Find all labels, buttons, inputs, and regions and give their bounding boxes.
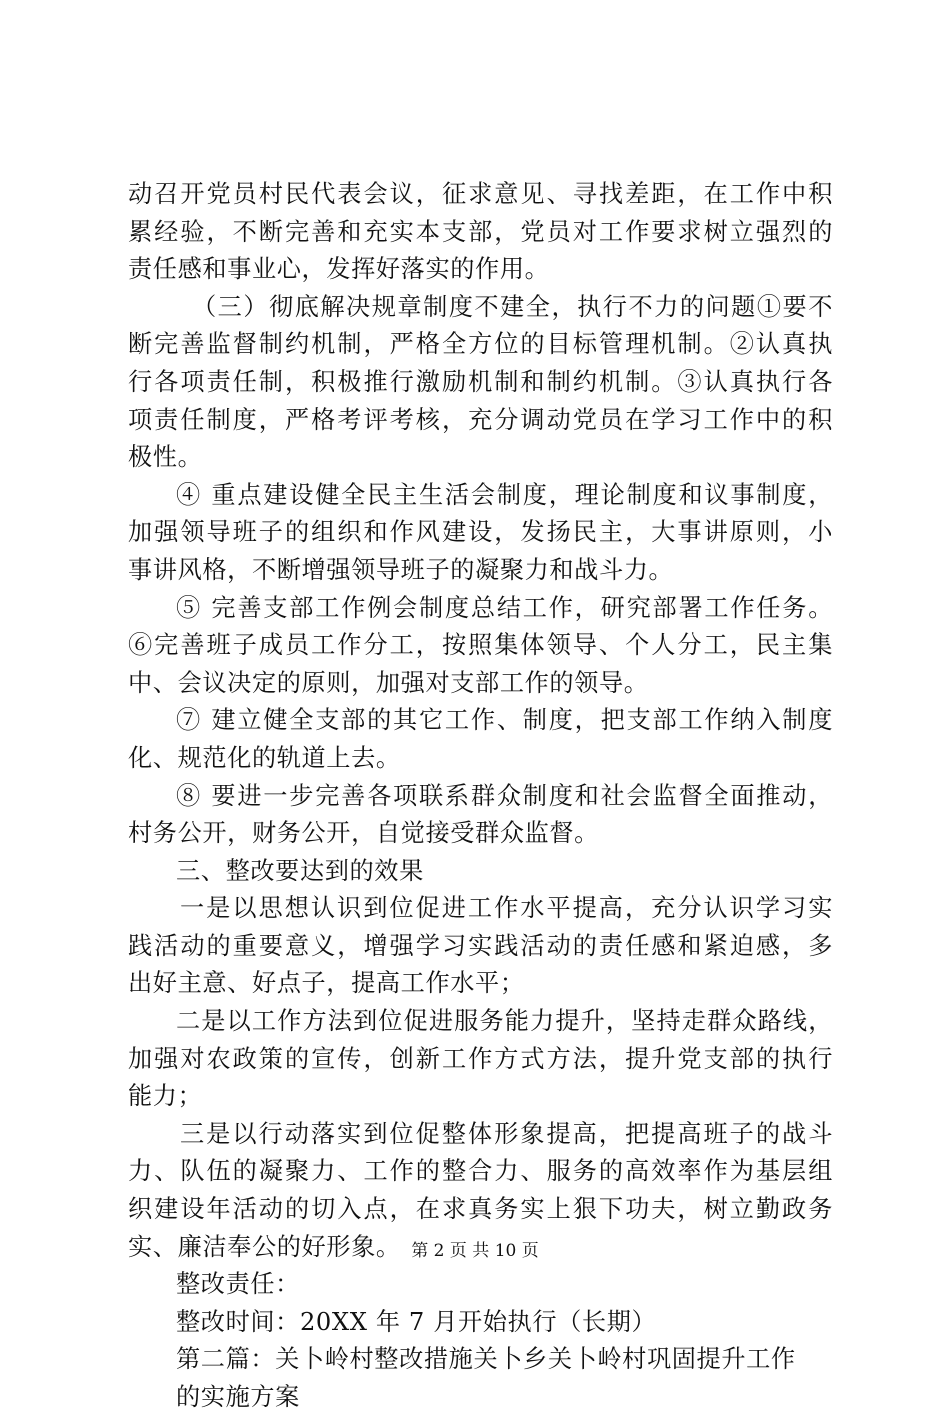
text-line: 加强对农政策的宣传，创新工作方式方法，提升党支部的执行 <box>128 1044 833 1073</box>
text-line: ⑥完善班子成员工作分工，按照集体领导、个人分工，民主集 <box>128 631 833 660</box>
text-line: 整改责任： <box>176 1270 300 1299</box>
page-footer: 第 2 页 共 10 页 <box>411 1241 539 1261</box>
text-line: 化、规范化的轨道上去。 <box>128 743 401 772</box>
text-line: 的实施方案 <box>176 1383 300 1411</box>
text-line: 加强领导班子的组织和作风建设，发扬民主，大事讲原则，小 <box>128 518 833 547</box>
text-line: 力、队伍的凝聚力、工作的整合力、服务的高效率作为基层组 <box>128 1157 833 1186</box>
text-line: 中、会议决定的原则，加强对支部工作的领导。 <box>128 668 649 697</box>
text-line: 出好主意、好点子，提高工作水平； <box>128 969 525 998</box>
text-line: 织建设年活动的切入点，在求真务实上狠下功夫，树立勤政务 <box>128 1195 833 1224</box>
text-line: 断完善监督制约机制，严格全方位的目标管理机制。②认真执 <box>128 330 833 359</box>
text-line: 践活动的重要意义，增强学习实践活动的责任感和紧迫感，多 <box>128 931 833 960</box>
text-line: 第二篇：关卜岭村整改措施关卜乡关卜岭村巩固提升工作 <box>176 1345 796 1374</box>
text-line: 能力； <box>128 1082 203 1111</box>
text-line: ⑦ 建立健全支部的其它工作、制度，把支部工作纳入制度 <box>176 706 833 735</box>
text-line: 三是以行动落实到位促整体形象提高，把提高班子的战斗 <box>180 1119 833 1148</box>
text-line: ⑧ 要进一步完善各项联系群众制度和社会监督全面推动， <box>176 781 833 810</box>
text-line: 行各项责任制，积极推行激励机制和制约机制。③认真执行各 <box>128 367 833 396</box>
text-line: 动召开党员村民代表会议，征求意见、寻找差距，在工作中积 <box>128 180 833 208</box>
body-text <box>128 176 833 1417</box>
text-line: ⑤ 完善支部工作例会制度总结工作，研究部署工作任务。 <box>176 593 833 622</box>
text-line: ④ 重点建设健全民主生活会制度，理论制度和议事制度， <box>176 480 833 509</box>
text-line: 村务公开，财务公开，自觉接受群众监督。 <box>128 819 599 848</box>
text-line: 三、整改要达到的效果 <box>176 856 424 885</box>
text-line: （三）彻底解决规章制度不建全，执行不力的问题①要不 <box>192 292 833 321</box>
text-line: 累经验，不断完善和充实本支部，党员对工作要求树立强烈的 <box>128 217 833 246</box>
text-line: 项责任制度，严格考评考核，充分调动党员在学习工作中的积 <box>128 405 833 434</box>
text-line: 整改时间：20XX 年 7 月开始执行（长期） <box>176 1307 657 1336</box>
text-line: 实、廉洁奉公的好形象。 <box>128 1232 401 1261</box>
text-line: 事讲风格，不断增强领导班子的凝聚力和战斗力。 <box>128 555 674 584</box>
text-line: 责任感和事业心，发挥好落实的作用。 <box>128 255 550 284</box>
text-line: 二是以工作方法到位促进服务能力提升，坚持走群众路线， <box>176 1007 833 1036</box>
text-line: 极性。 <box>128 443 203 472</box>
text-line: 一是以思想认识到位促进工作水平提高，充分认识学习实 <box>180 894 833 923</box>
